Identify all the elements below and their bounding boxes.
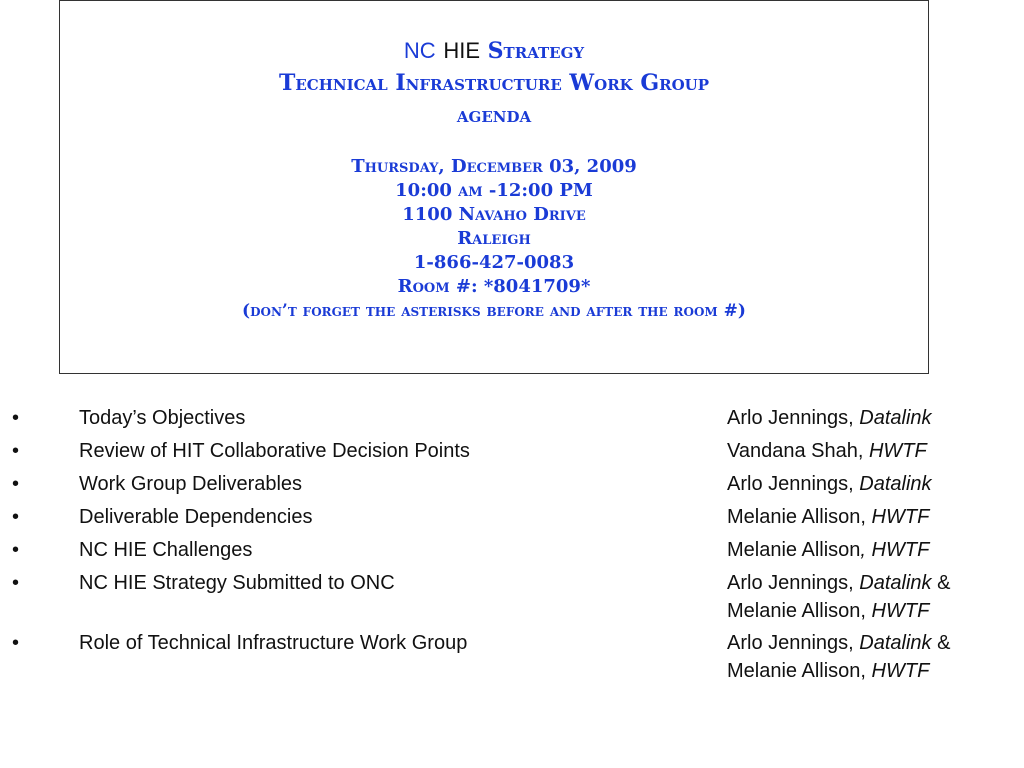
presenter-org: Datalink: [859, 632, 932, 654]
presenter-org: Datalink: [859, 572, 932, 594]
presenter-name: Melanie Allison: [727, 539, 861, 561]
agenda-header-box: [59, 0, 929, 374]
bullet: •: [12, 473, 20, 495]
agenda-topic: NC HIE Strategy Submitted to ONC: [79, 572, 395, 594]
presenter-name: Arlo Jennings,: [727, 407, 860, 429]
bullet: •: [12, 506, 20, 528]
meeting-room: Room #: *8041709*: [397, 276, 591, 297]
agenda-presenters: [727, 569, 950, 625]
title-block: [60, 35, 928, 131]
presenter: [727, 503, 929, 531]
presenter: [727, 597, 950, 625]
agenda-item: [0, 569, 1024, 629]
agenda-topic: Role of Technical Infrastructure Work Group: [79, 632, 468, 654]
presenter-name: Melanie Allison,: [727, 660, 872, 682]
title-line-3: agenda: [456, 102, 532, 128]
meeting-info: [60, 155, 928, 323]
agenda-topic: Review of HIT Collaborative Decision Points: [79, 440, 470, 462]
meeting-note: (don’t forget the asterisks before and after the room #): [242, 301, 746, 321]
presenter: [727, 536, 929, 564]
presenter: [727, 437, 927, 465]
presenter-name: Arlo Jennings,: [727, 473, 860, 495]
presenter: [727, 569, 950, 597]
bullet: •: [12, 539, 20, 561]
agenda-topic: Deliverable Dependencies: [79, 506, 313, 528]
agenda-topic: NC HIE Challenges: [79, 539, 253, 561]
agenda-presenters: [727, 437, 927, 465]
agenda-topic: Today’s Objectives: [79, 407, 246, 429]
presenter-org: HWTF: [868, 440, 927, 462]
agenda-presenters: [727, 629, 950, 685]
bullet: •: [12, 440, 20, 462]
meeting-time: 10:00 am -12:00 PM: [395, 180, 593, 201]
presenter-name: Melanie Allison,: [727, 600, 872, 622]
presenter-org: HWTF: [871, 660, 930, 682]
meeting-day: Thursday: [351, 156, 439, 177]
agenda-item: [0, 404, 1024, 437]
presenter: [727, 404, 932, 432]
title-strategy: Strategy: [487, 38, 585, 64]
bullet: •: [12, 407, 20, 429]
presenter-org: HWTF: [871, 600, 930, 622]
meeting-city: Raleigh: [457, 228, 531, 249]
presenter-ampersand: &: [931, 632, 951, 654]
agenda-item: [0, 629, 1024, 689]
title-nc: NC: [403, 38, 436, 63]
meeting-date: [60, 155, 928, 179]
presenter: [727, 470, 932, 498]
presenter-name: Arlo Jennings,: [727, 572, 860, 594]
title-line-2: Technical Infrastructure Work Group: [278, 70, 710, 96]
presenter-org: , HWTF: [860, 539, 930, 561]
presenter: [727, 657, 950, 685]
agenda-presenters: [727, 503, 929, 531]
presenter-name: Vandana Shah,: [727, 440, 869, 462]
presenter-org: HWTF: [871, 506, 930, 528]
bullet: •: [12, 572, 20, 594]
meeting-date-rest: , December 03, 2009: [438, 156, 637, 177]
agenda-topic: Work Group Deliverables: [79, 473, 303, 495]
presenter-org: Datalink: [859, 473, 932, 495]
agenda-item: [0, 536, 1024, 569]
presenter-org: Datalink: [859, 407, 932, 429]
agenda-presenters: [727, 536, 929, 564]
presenter-ampersand: &: [931, 572, 951, 594]
meeting-address: 1100 Navaho Drive: [402, 204, 586, 225]
presenter-name: Melanie Allison,: [727, 506, 872, 528]
title-line-1: [60, 35, 928, 67]
agenda-presenters: [727, 404, 932, 432]
agenda-list: [0, 404, 1024, 689]
presenter-name: Arlo Jennings,: [727, 632, 860, 654]
title-hie: HIE: [443, 38, 480, 63]
agenda-presenters: [727, 470, 932, 498]
presenter: [727, 629, 950, 657]
agenda-item: [0, 437, 1024, 470]
agenda-item: [0, 470, 1024, 503]
meeting-phone: 1-866-427-0083: [413, 252, 575, 273]
bullet: •: [12, 632, 20, 654]
agenda-item: [0, 503, 1024, 536]
